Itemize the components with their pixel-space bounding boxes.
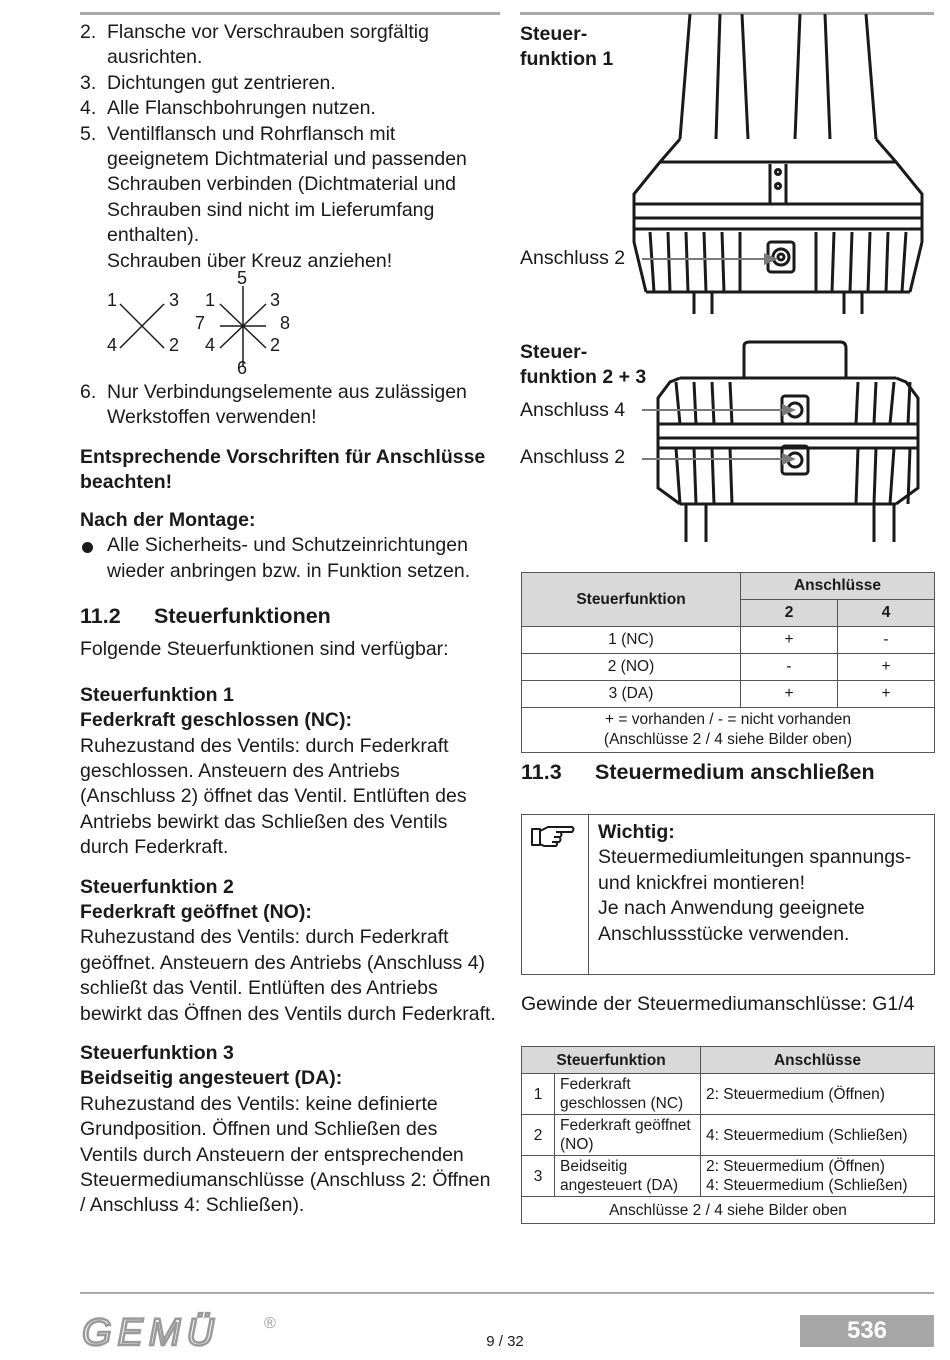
bolt-8-tl: 1 (205, 290, 216, 311)
top-rule-left (80, 12, 500, 15)
step-3: 3. Dichtungen gut zentrieren. (80, 71, 336, 94)
bolt-4-br: 2 (169, 335, 180, 356)
bolt-4-tr: 3 (169, 290, 180, 311)
function-1-title: Steuerfunktion 1 Federkraft geschlossen (NC): (80, 683, 352, 732)
thread-size-text: Gewinde der Steuermediumanschlüsse: G1/4 (521, 993, 915, 1015)
pointing-hand-icon (530, 823, 576, 849)
functions-intro: Folgende Steuerfunktionen sind verfügbar: (80, 638, 449, 661)
table-row: 1 Federkraft geschlossen (NC) 2: Steuermedium (Öffnen) (522, 1074, 935, 1115)
table-header-port-a: 2 (741, 600, 838, 627)
bolt-tightening-pattern (80, 268, 500, 379)
svg-text:GEMÜ: GEMÜ (82, 1312, 220, 1350)
function-2-text: Ruhezustand des Ventils: durch Federkraft geöffnet. Ansteuern des Antriebs (Anschluss 4) schließt das Ventil. Entlüften des Antriebs bewirkt das Öffnen des Ventils durch Federkraft. (80, 926, 496, 1025)
bolt-8-tr: 3 (270, 290, 281, 311)
table-row: 3 Beidseitig angesteuert (DA) 2: Steuermedium (Öffnen) 4: Steuermedium (Schließen) (522, 1156, 935, 1197)
notice-line-1: Steuermediumleitungen spannungs- und knickfrei montieren! (598, 846, 912, 894)
control-media-table (521, 1046, 935, 1224)
bolt-8-bl: 4 (205, 335, 216, 356)
step-2: 2. Flansche vor Verschrauben sorgfältig ausrichten. (80, 21, 429, 69)
assembly-steps (80, 20, 500, 274)
page-number: 9 / 32 (486, 1333, 524, 1350)
function-2-title: Steuerfunktion 2 Federkraft geöffnet (NO): (80, 875, 312, 923)
table-header-function: Steuerfunktion (522, 573, 741, 627)
section-heading-11-2: 11.2 Steuerfunktionen (80, 603, 331, 628)
notice-heading: Wichtig: (598, 821, 675, 843)
table-header-row (522, 1047, 935, 1074)
table-row: 3 (DA) + + (522, 681, 935, 708)
port-2-arrow-no-da (640, 449, 800, 469)
assembly-step-6 (80, 380, 500, 431)
left-column (80, 20, 500, 1219)
step-6: 6. Nur Verbindungselemente aus zulässigen Werkstoffen verwenden! (80, 381, 467, 429)
bolt-4-bl: 4 (107, 335, 118, 356)
ports-overview-table (521, 572, 935, 753)
table-legend-row: + = vorhanden / - = nicht vorhanden (Anschlüsse 2 / 4 siehe Bilder oben) (522, 708, 935, 753)
table-row: 2 Federkraft geöffnet (NO) 4: Steuermedium (Schließen) (522, 1115, 935, 1156)
diagram-1-title: Steuer- funktion 1 (520, 23, 614, 70)
bolt-8-r: 8 (280, 313, 291, 334)
table-header-row (522, 573, 935, 600)
document-number-badge: 536 (800, 1315, 934, 1347)
gemu-logo (80, 1310, 290, 1350)
table-footer-row: Anschlüsse 2 / 4 siehe Bilder oben (522, 1197, 935, 1224)
section-heading-11-3: 11.3 Steuermedium anschließen (521, 760, 875, 784)
diagram-2-title: Steuer- funktion 2 + 3 (520, 341, 647, 388)
port-2-arrow-nc (640, 250, 780, 270)
bolt-8-br: 2 (270, 335, 281, 356)
bullet-icon (82, 542, 93, 553)
table-header-function: Steuerfunktion (522, 1047, 701, 1074)
table-row: 2 (NO) - + (522, 654, 935, 681)
table-header-port-b: 4 (838, 600, 935, 627)
actuator-diagram-no-da (640, 338, 936, 542)
step-4: 4. Alle Flanschbohrungen nutzen. (80, 97, 376, 120)
table-header-ports: Anschlüsse (701, 1047, 935, 1074)
footer-rule (80, 1292, 934, 1294)
after-mount-item: Alle Sicherheits- und Schutzeinrichtungen wieder anbringen bzw. in Funktion setzen. (80, 533, 500, 584)
notice-line-2: Je nach Anwendung geeignete Anschlussstücke verwenden. (598, 897, 865, 945)
table-header-ports: Anschlüsse (741, 573, 935, 600)
port-4-arrow-no-da (640, 400, 800, 420)
bolt-8-bottom: 6 (237, 358, 248, 379)
important-notice (521, 814, 935, 975)
table-row: 1 (NC) + - (522, 627, 935, 654)
diagram-2-port-4-label: Anschluss 4 (520, 399, 626, 421)
function-3-text: Ruhezustand des Ventils: keine definierte Grundposition. Öffnen und Schließen des Ventils durch Ansteuern der entsprechenden Steuermediumanschlüsse (Anschluss 2: Öffnen / Anschluss 4: Schließen). (80, 1092, 491, 1217)
svg-text:®: ® (264, 1315, 276, 1332)
bolt-8-l: 7 (195, 313, 206, 334)
step-5: 5. Ventilflansch und Rohrflansch mit geeignetem Dichtmaterial und passenden Schrauben verbinden (Dichtmaterial und Schrauben sind nicht im Lieferumfang enthalten). Schrauben über Kreuz anziehen! (80, 122, 467, 272)
bolt-4-tl: 1 (107, 290, 118, 311)
diagram-2-port-2-label: Anschluss 2 (520, 446, 626, 468)
after-mount-heading: Nach der Montage: (80, 508, 256, 531)
function-1-text: Ruhezustand des Ventils: durch Federkraft geschlossen. Ansteuern des Antriebs (Anschluss 2) öffnet das Ventil. Entlüften des Antriebs bewirkt das Schließen des Ventils durch Federkraft. (80, 734, 467, 859)
function-3-title: Steuerfunktion 3 Beidseitig angesteuert (DA): (80, 1042, 343, 1090)
bolt-8-top: 5 (237, 268, 248, 289)
regulation-note: Entsprechende Vorschriften für Anschlüsse beachten! (80, 445, 486, 494)
diagram-1-port-2-label: Anschluss 2 (520, 247, 626, 269)
